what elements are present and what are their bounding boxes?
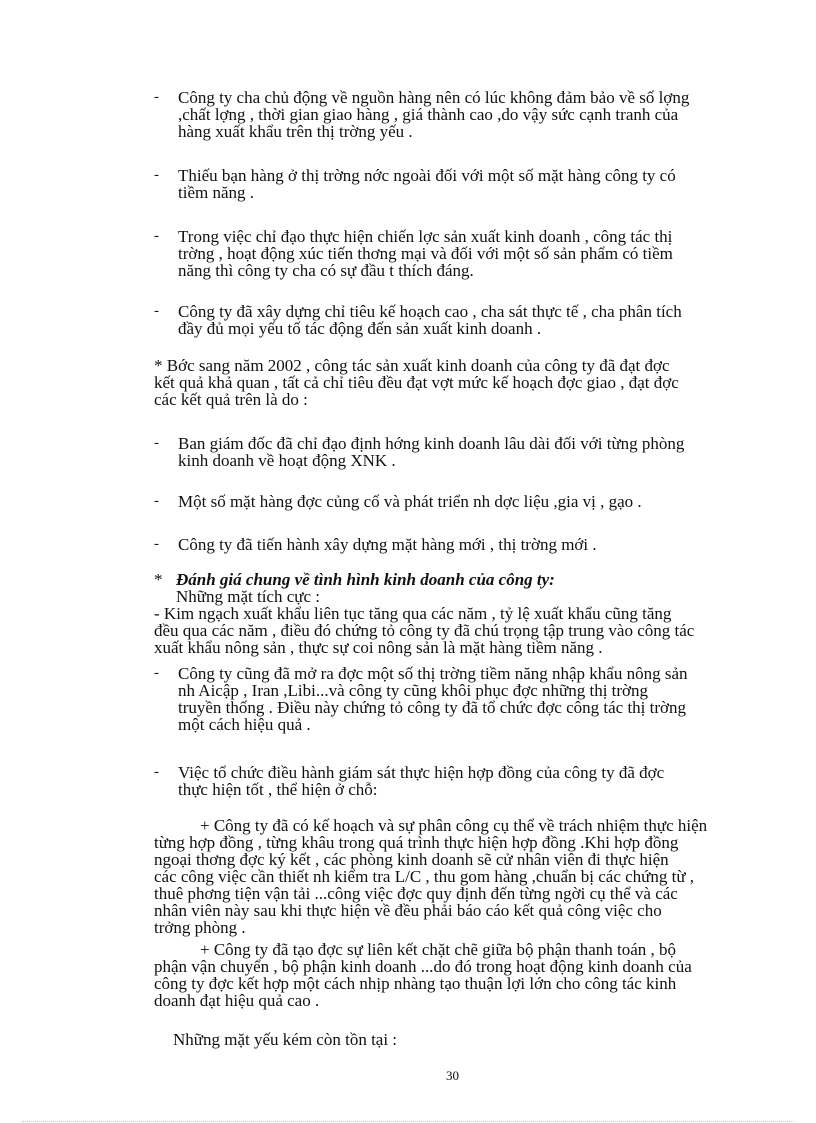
text-line: thuê phơng tiện vận tải ...công việc đợc quy định đến từng ngời cụ thể và các	[154, 884, 678, 903]
page-number: 30	[446, 1068, 459, 1083]
bullet-marker: -	[154, 764, 159, 780]
bullet-marker: -	[154, 435, 159, 451]
bullet-marker: -	[154, 303, 159, 319]
text-line: * Bớc sang năm 2002 , công tác sản xuất kinh doanh của công ty đã đạt đợc	[154, 356, 670, 375]
text-line: một cách hiệu quả .	[178, 715, 311, 734]
text-line: các công việc cần thiết nh kiểm tra L/C , thu gom hàng ,chuẩn bị các chứng từ ,	[154, 867, 695, 886]
text-line: trờng , hoạt động xúc tiến thơng mại và đối với một số sản phẩm có tiềm	[178, 244, 673, 263]
text-line: nh Aicập , Iran ,Libi...và công ty cũng khôi phục đợc những thị trờng	[178, 681, 649, 700]
text-line: từng hợp đồng , từng khâu trong quá trình thực hiện hợp đồng .Khi hợp đồng	[154, 833, 679, 852]
heading-star: *	[154, 570, 163, 589]
text-line: xuất khẩu nông sản , thực sự coi nông sản là mặt hàng tiềm năng .	[154, 638, 603, 657]
text-line: nhân viên này sau khi thực hiện về đều phải báo cáo kết quả công việc cho	[154, 901, 662, 920]
text-line: ngoại thơng đợc ký kết , các phòng kinh doanh sẽ cử nhân viên đi thực hiện	[154, 850, 669, 869]
text-line: Ban giám đốc đã chỉ đạo định hớng kinh doanh lâu dài đối với từng phòng	[178, 434, 685, 453]
bullet-marker: -	[154, 665, 159, 681]
text-line: Công ty đã xây dựng chỉ tiêu kế hoạch cao , cha sát thực tế , cha phân tích	[178, 302, 682, 321]
text-line: phận vận chuyển , bộ phận kinh doanh ...do đó trong hoạt động kinh doanh của	[154, 957, 692, 976]
bullet-marker: -	[154, 89, 159, 105]
text-line: tiềm năng .	[178, 183, 255, 202]
bullet-marker: -	[154, 536, 159, 552]
text-line: các kết quả trên là do :	[154, 390, 308, 409]
heading-text: Đánh giá chung về tình hình kinh doanh của công ty:	[176, 570, 555, 589]
negative-title: Những mặt yếu kém còn tồn tại :	[173, 1030, 398, 1049]
text-line: Thiếu bạn hàng ở thị trờng nớc ngoài đối với một số mặt hàng công ty có	[178, 166, 676, 185]
text-line: + Công ty đã tạo đợc sự liên kết chặt chẽ giữa bộ phận thanh toán , bộ	[200, 940, 677, 959]
bullet-marker: -	[154, 228, 159, 244]
text-line: Công ty cũng đã mở ra đợc một số thị trờng tiềm năng nhập khẩu nông sản	[178, 664, 688, 683]
text-line: kết quả khả quan , tất cả chỉ tiêu đều đạt vợt mức kế hoạch đợc giao , đạt đợc	[154, 373, 679, 392]
text-line: hàng xuất khẩu trên thị trờng yếu .	[178, 122, 413, 141]
text-line: Công ty đã tiến hành xây dựng mặt hàng mới , thị trờng mới .	[178, 535, 597, 554]
text-line: truyền thống . Điều này chứng tỏ công ty đã tổ chức đợc công tác thị trờng	[178, 698, 687, 717]
positive-title: Những mặt tích cực :	[176, 587, 321, 606]
bullet-marker: -	[154, 167, 159, 183]
text-line: Một số mặt hàng đợc củng cố và phát triển nh dợc liệu ,gia vị , gạo .	[178, 492, 642, 511]
text-line: đầy đủ mọi yếu tố tác động đến sản xuất kinh doanh .	[178, 319, 542, 338]
text-line: kinh doanh về hoạt động XNK .	[178, 451, 396, 470]
page-divider	[22, 1121, 794, 1122]
bullet-marker: -	[154, 493, 159, 509]
text-line: thực hiện tốt , thể hiện ở chỗ:	[178, 780, 378, 799]
text-line: năng thì công ty cha có sự đầu t thích đáng.	[178, 261, 474, 280]
text-line: - Kim ngạch xuất khẩu liên tục tăng qua các năm , tỷ lệ xuất khẩu cũng tăng	[154, 604, 672, 623]
text-line: đều qua các năm , điều đó chứng tỏ công ty đã chú trọng tập trung vào công tác	[154, 621, 695, 640]
text-line: Việc tổ chức điều hành giám sát thực hiện hợp đồng của công ty đã đợc	[178, 763, 665, 782]
text-line: Công ty cha chủ động về nguồn hàng nên có lúc không đảm bảo về số lợng	[178, 88, 690, 107]
text-line: Trong việc chỉ đạo thực hiện chiến lợc sản xuất kinh doanh , công tác thị	[178, 227, 673, 246]
text-line: công ty đợc kết hợp một cách nhịp nhàng tạo thuận lợi lớn cho công tác kinh	[154, 974, 677, 993]
text-line: + Công ty đã có kế hoạch và sự phân công cụ thể về trách nhiệm thực hiện	[200, 816, 708, 835]
text-line: trởng phòng .	[154, 918, 246, 937]
text-line: doanh đạt hiệu quả cao .	[154, 991, 320, 1010]
text-line: ,chất lợng , thời gian giao hàng , giá thành cao ,do vậy sức cạnh tranh của	[178, 105, 679, 124]
